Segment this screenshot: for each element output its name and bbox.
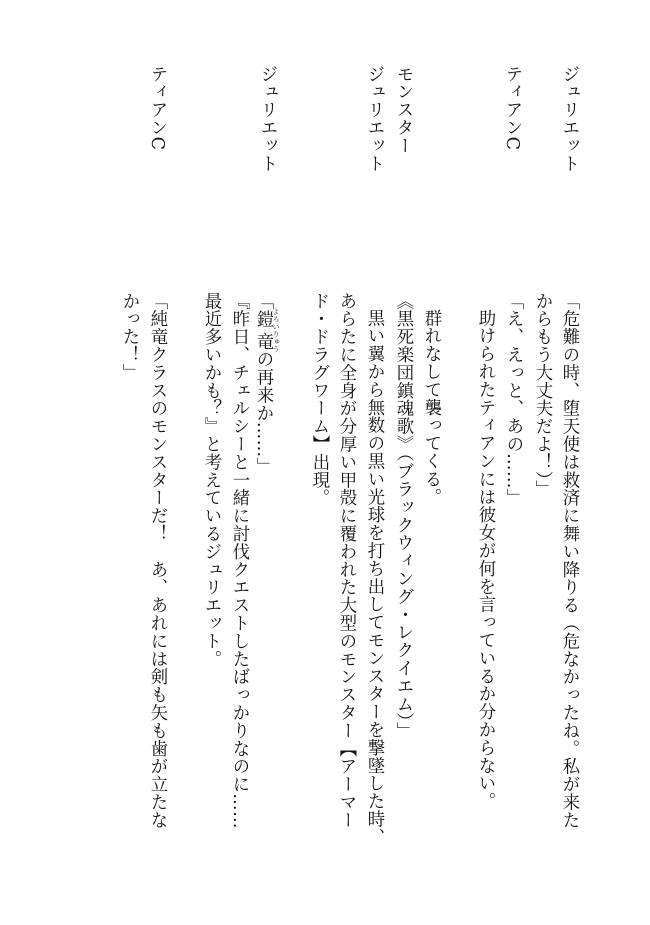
text-line: 「純竜クラスのモンスターだ！ あ、あれには剣も矢も歯が立たな xyxy=(147,292,167,829)
text-line: ド・ドラグワーム】出現。 xyxy=(309,292,329,507)
text-line: 《黒死楽団鎮魂歌》（ブラックウィング・レクイエム）」 xyxy=(393,292,413,740)
speaker-label: モンスター xyxy=(393,65,413,155)
text-line: 「え、えっと、あの……」 xyxy=(503,292,523,507)
speaker-label: ティアンC xyxy=(147,65,167,151)
text-line: かった！」 xyxy=(119,292,139,382)
text-line: 黒い翼から無数の黒い光球を打ち出してモンスターを撃墜した時、 xyxy=(364,309,384,846)
text-line: 助けられたティアンには彼女が何を言っているか分からない。 xyxy=(475,309,495,811)
text-line-with-ruby: 「鎧竜 よろいりゅうの再来か……」 xyxy=(253,292,280,476)
text-line: 『昨日、チェルシーと一緒に討伐クエストしたばっかりなのに…… xyxy=(229,292,249,829)
text-line: 最近多いかも？』と考えているジュリエット。 xyxy=(201,292,221,668)
speaker-label: ジュリエット xyxy=(364,65,384,173)
speaker-label: ジュリエット xyxy=(559,65,579,173)
text-line: あらたに全身が分厚い甲殻に覆われた大型のモンスター【アーマー xyxy=(336,292,356,829)
text-line: 群れなして襲ってくる。 xyxy=(421,309,441,506)
ruby-word: 鎧竜 よろいりゅう xyxy=(253,307,280,353)
text-line: 「危難の時、堕天使は救済に舞い降りる（危なかったね。私が来た xyxy=(559,292,579,829)
text-line: からもう大丈夫だよ！）」 xyxy=(532,292,552,499)
speaker-label: ジュリエット xyxy=(257,65,277,173)
speaker-label: ティアンC xyxy=(502,65,522,151)
